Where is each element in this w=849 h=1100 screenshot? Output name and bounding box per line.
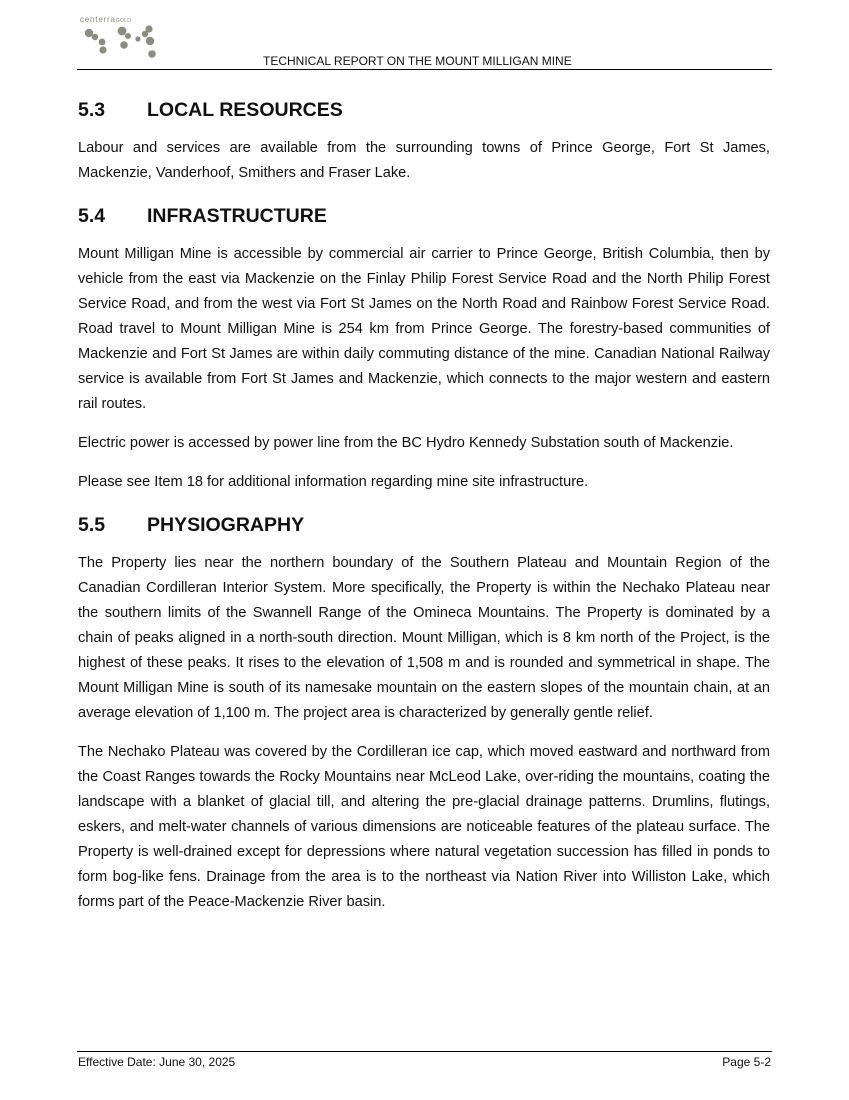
page-number: Page 5-2	[722, 1055, 771, 1069]
paragraph: Electric power is accessed by power line from the BC Hydro Kennedy Substation south of Mackenzie.	[78, 435, 734, 451]
paragraph: The Property lies near the northern boundary of the Southern Plateau and Mountain Region of the Canadian Cordilleran Interior System. More specifically, the Property is within the Nechako Plateau near the southern limits of the Swannell Range of the Omineca Mountains. The Property is dominated by a chain of peaks aligned in a north-south direction. Mount Milligan, which is 8 km north of the Project, is the highest of these peaks. It rises to the elevation of 1,508 m and is rounded and symmetrical in shape. The Mount Milligan Mine is south of its namesake mountain on the eastern slopes of the mountain chain, at an average elevation of 1,100 m. The project area is characterized by generally gentle relief.	[78, 555, 770, 721]
section-title: INFRASTRUCTURE	[147, 205, 327, 227]
effective-date: Effective Date: June 30, 2025	[78, 1055, 236, 1069]
logo-dots-icon	[80, 25, 170, 63]
section-heading-physiography	[78, 511, 770, 539]
section-title: PHYSIOGRAPHY	[147, 514, 305, 536]
main-content	[78, 96, 770, 915]
paragraph: Please see Item 18 for additional information regarding mine site infrastructure.	[78, 474, 589, 490]
paragraph: Labour and services are available from the surrounding towns of Prince George, Fort St James, Mackenzie, Vanderhoof, Smithers and Fraser Lake.	[78, 140, 770, 181]
header-divider	[77, 69, 772, 70]
paragraph: The Nechako Plateau was covered by the Cordilleran ice cap, which moved eastward and northward from the Coast Ranges towards the Rocky Mountains near McLeod Lake, over-riding the mountains, coating the landscape with a blanket of glacial till, and altering the pre-glacial drainage patterns. Drumlins, flutings, eskers, and melt-water channels of various dimensions are noticeable features of the plateau surface. The Property is well-drained except for depressions where natural vegetation succession has filled in ponds to form bog-like fens. Drainage from the area is to the northeast via Nation River into Williston Lake, which forms part of the Peace-Mackenzie River basin.	[78, 744, 770, 910]
section-heading-infrastructure	[78, 202, 770, 230]
section-number: 5.4	[78, 205, 106, 227]
section-number: 5.3	[78, 99, 106, 121]
section-heading-local-resources	[78, 96, 770, 124]
company-logo	[80, 15, 170, 61]
report-title: TECHNICAL REPORT ON THE MOUNT MILLIGAN MINE	[263, 54, 572, 68]
logo-wordmark: centerraGOLD	[80, 15, 132, 24]
footer-divider	[77, 1051, 772, 1052]
section-number: 5.5	[78, 514, 106, 536]
paragraph: Mount Milligan Mine is accessible by commercial air carrier to Prince George, British Columbia, then by vehicle from the east via Mackenzie on the Finlay Philip Forest Service Road and the North Philip Forest Service Road, and from the west via Fort St James on the North Road and Rainbow Forest Service Road. Road travel to Mount Milligan Mine is 254 km from Prince George. The forestry-based communities of Mackenzie and Fort St James are within daily commuting distance of the mine. Canadian National Railway service is available from Fort St James and Mackenzie, which connects to the major western and eastern rail routes.	[78, 246, 770, 412]
section-title: LOCAL RESOURCES	[147, 99, 343, 121]
